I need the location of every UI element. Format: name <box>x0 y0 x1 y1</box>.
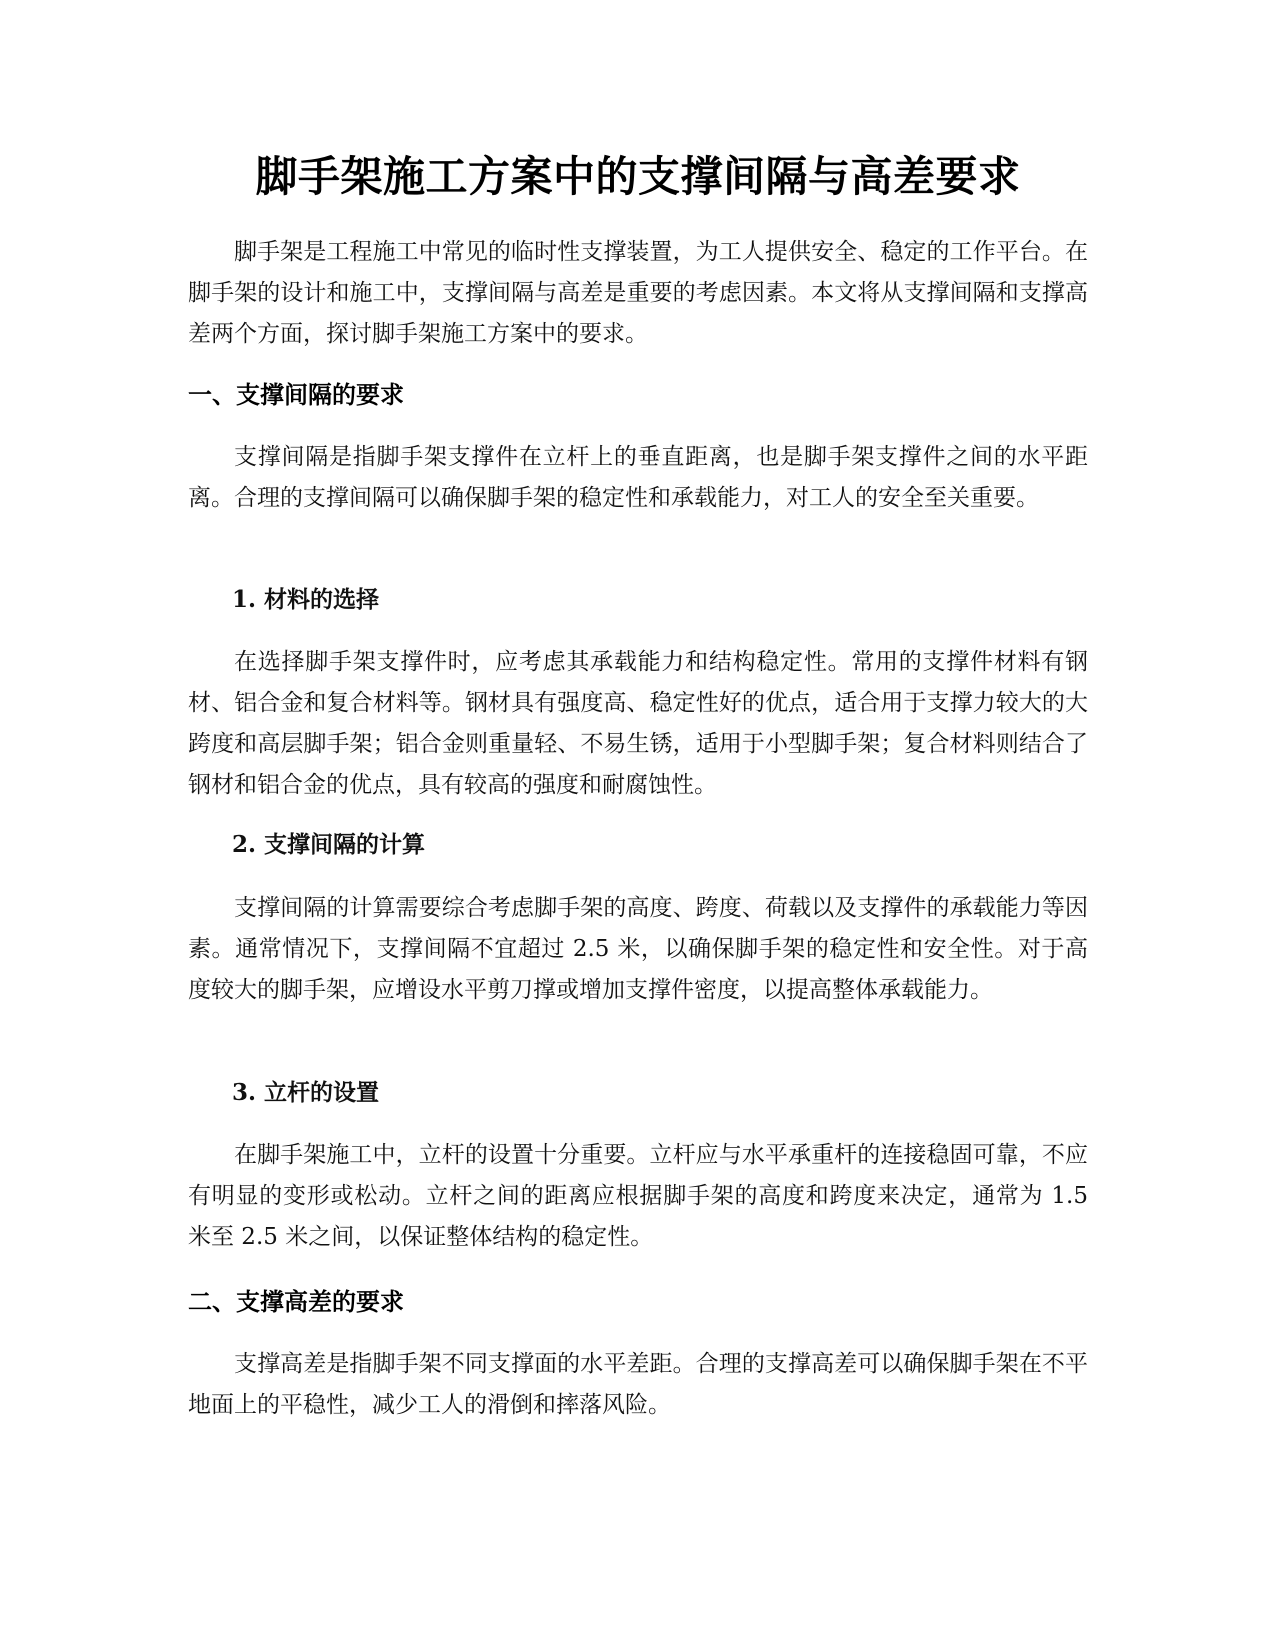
section-2-paragraph: 支撑高差是指脚手架不同支撑面的水平差距。合理的支撑高差可以确保脚手架在不平地面上的平稳性，减少工人的滑倒和摔落风险。 <box>188 1351 1088 1418</box>
item-3-paragraph: 在脚手架施工中，立杆的设置十分重要。立杆应与水平承重杆的连接稳固可靠，不应有明显的变形或松动。立杆之间的距离应根据脚手架的高度和跨度来决定，通常为 1.5 米至 2.5 米之间，以保证整体结构的稳定性。 <box>188 1142 1088 1250</box>
item-3-title: 3. 立杆的设置 <box>232 1079 380 1106</box>
item-1-title: 1. 材料的选择 <box>232 586 380 613</box>
page-title: 脚手架施工方案中的支撑间隔与高差要求 <box>255 152 1021 201</box>
section-1-heading: 一、支撑间隔的要求 <box>188 381 404 409</box>
section-2-heading: 二、支撑高差的要求 <box>188 1288 404 1316</box>
intro-paragraph: 脚手架是工程施工中常见的临时性支撑装置，为工人提供安全、稳定的工作平台。在脚手架的设计和施工中，支撑间隔与高差是重要的考虑因素。本文将从支撑间隔和支撑高差两个方面，探讨脚手架施工方案中的要求。 <box>188 239 1088 347</box>
item-1-paragraph: 在选择脚手架支撑件时，应考虑其承载能力和结构稳定性。常用的支撑件材料有钢材、铝合金和复合材料等。钢材具有强度高、稳定性好的优点，适合用于支撑力较大的大跨度和高层脚手架；铝合金则重量轻、不易生锈，适用于小型脚手架；复合材料则结合了钢材和铝合金的优点，具有较高的强度和耐腐蚀性。 <box>188 649 1088 798</box>
item-2-paragraph: 支撑间隔的计算需要综合考虑脚手架的高度、跨度、荷载以及支撑件的承载能力等因素。通常情况下，支撑间隔不宜超过 2.5 米，以确保脚手架的稳定性和安全性。对于高度较大的脚手架，应增设水平剪刀撑或增加支撑件密度，以提高整体承载能力。 <box>188 895 1088 1003</box>
section-1-paragraph: 支撑间隔是指脚手架支撑件在立杆上的垂直距离，也是脚手架支撑件之间的水平距离。合理的支撑间隔可以确保脚手架的稳定性和承载能力，对工人的安全至关重要。 <box>188 444 1088 511</box>
item-2-title: 2. 支撑间隔的计算 <box>232 831 426 858</box>
